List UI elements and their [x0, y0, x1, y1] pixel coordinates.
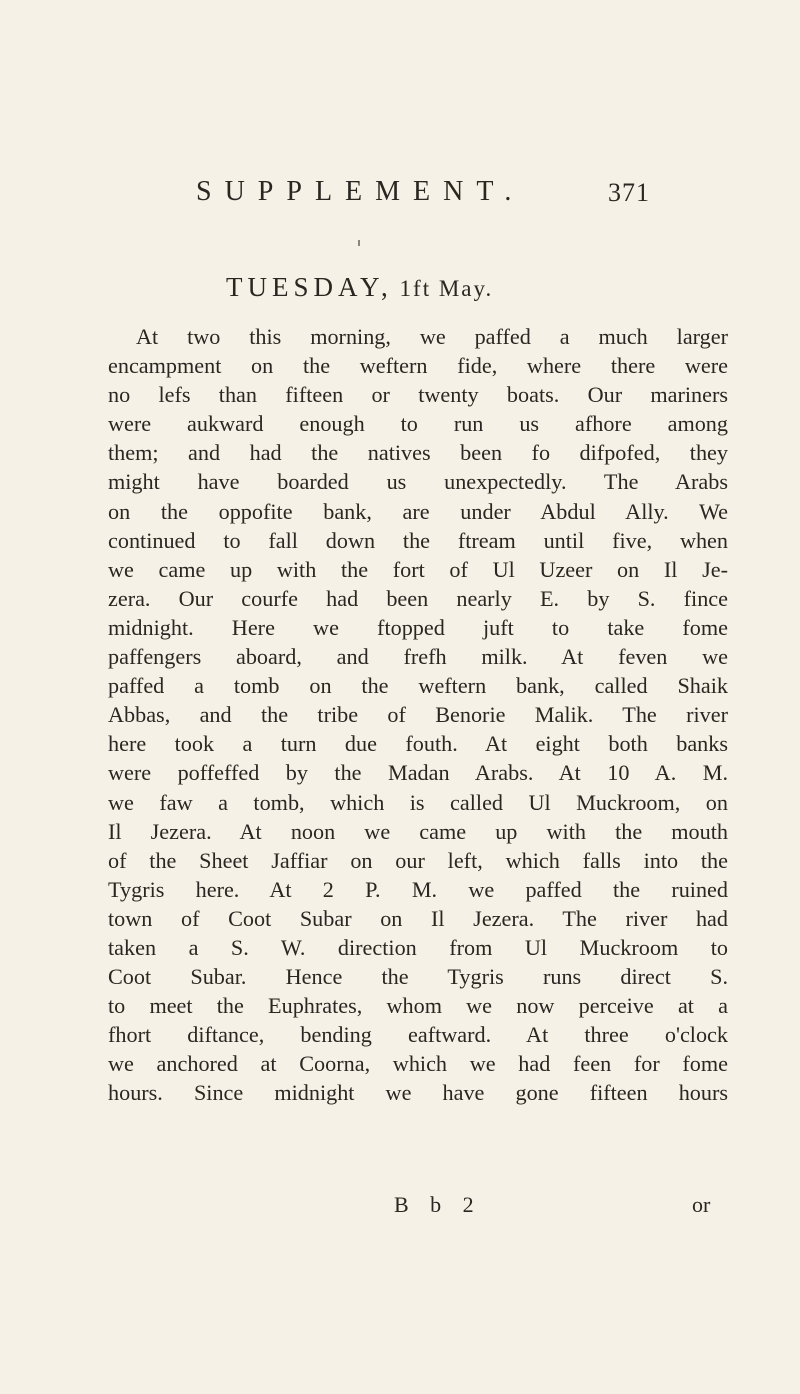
text-line: town of Coot Subar on Il Jezera. The river had — [108, 905, 728, 931]
text-line: paffengers aboard, and frefh milk. At feven we — [108, 644, 728, 670]
text-line: on the oppofite bank, are under Abdul Ally. We — [108, 498, 728, 524]
text-line: fhort diftance, bending eaftward. At three o'clock — [108, 1022, 728, 1048]
section-day: TUESDAY, — [226, 272, 393, 302]
text-line: hours. Since midnight we have gone fifteen hours — [108, 1080, 728, 1106]
running-head: SUPPLEMENT. — [196, 176, 525, 207]
text-line: to meet the Euphrates, whom we now perceive at a — [108, 993, 728, 1019]
text-line: Tygris here. At 2 P. M. we paffed the ruined — [108, 876, 728, 902]
section-date: 1ft May. — [399, 276, 494, 301]
text-line: Il Jezera. At noon we came up with the mouth — [108, 818, 728, 844]
catchword: or — [692, 1192, 711, 1217]
text-line: here took a turn due fouth. At eight both banks — [108, 731, 728, 757]
body-text — [108, 322, 728, 1108]
text-line: continued to fall down the ftream until five, when — [108, 527, 728, 553]
page-number: 371 — [608, 178, 650, 207]
text-line: we came up with the fort of Ul Uzeer on Il Je- — [108, 556, 728, 582]
text-line: paffed a tomb on the weftern bank, called Shaik — [108, 673, 728, 699]
text-line: no lefs than fifteen or twenty boats. Our mariners — [108, 382, 728, 408]
text-line: were aukward enough to run us afhore among — [108, 411, 728, 437]
text-line: of the Sheet Jaffiar on our left, which falls into the — [108, 847, 728, 873]
ink-mark — [358, 240, 360, 246]
text-line: were poffeffed by the Madan Arabs. At 10 A. M. — [108, 760, 728, 786]
text-line: encampment on the weftern fide, where there were — [108, 353, 728, 379]
text-line: we faw a tomb, which is called Ul Muckroom, on — [108, 789, 728, 815]
text-line: Coot Subar. Hence the Tygris runs direct S. — [108, 964, 728, 990]
page-header — [196, 176, 650, 216]
section-title — [226, 272, 493, 303]
text-line: them; and had the natives been fo difpofed, they — [108, 440, 728, 466]
text-line: Abbas, and the tribe of Benorie Malik. The river — [108, 702, 728, 728]
text-line: taken a S. W. direction from Ul Muckroom to — [108, 934, 728, 960]
text-line: zera. Our courfe had been nearly E. by S. fince — [108, 585, 728, 611]
text-line: midnight. Here we ftopped juft to take fome — [108, 614, 728, 640]
text-line: might have boarded us unexpectedly. The Arabs — [108, 469, 728, 495]
text-line: we anchored at Coorna, which we had feen for fome — [108, 1051, 728, 1077]
text-line: At two this morning, we paffed a much larger — [136, 324, 728, 349]
signature-mark: B b 2 — [394, 1192, 482, 1217]
